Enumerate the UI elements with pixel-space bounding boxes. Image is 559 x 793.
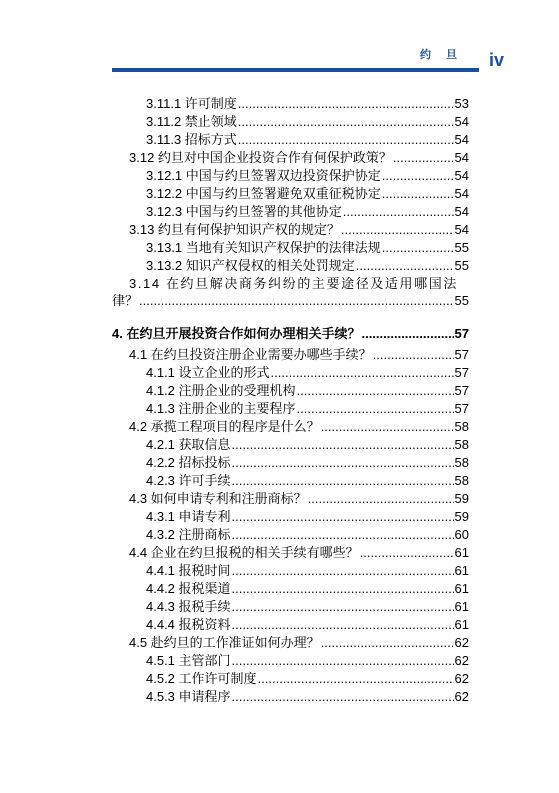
toc-entry[interactable]: [129, 491, 469, 507]
toc-entry-label: 3.13.1 当地有关知识产权保护的法律法规: [146, 240, 381, 255]
dot-leader: [238, 96, 454, 112]
toc-entry-page: 57: [454, 347, 469, 362]
toc-entry-page: 61: [454, 581, 469, 596]
dot-leader: [238, 132, 454, 148]
toc-entry-page: 57: [454, 383, 469, 398]
toc-entry[interactable]: [129, 419, 469, 435]
toc-entry-page: 55: [454, 240, 469, 255]
toc-entry-page: 61: [454, 545, 469, 560]
toc-entry-label: 4.2 承揽工程项目的程序是什么？: [129, 419, 320, 434]
toc-entry-page: 54: [454, 222, 469, 237]
toc-entry-label: 4.4.1 报税时间: [146, 563, 231, 578]
toc-entry-page: 62: [454, 671, 469, 686]
toc-entry-page: 54: [454, 186, 469, 201]
toc-entry[interactable]: [146, 581, 469, 597]
toc-entry-label: 4.4.4 报税资料: [146, 617, 231, 632]
dot-leader: [321, 635, 454, 651]
dot-leader: [232, 599, 454, 615]
toc-entry-label: 3.12.2 中国与约旦签署避免双重征税协定: [146, 186, 381, 201]
toc-entry[interactable]: [129, 347, 469, 363]
toc-entry-page: 57: [454, 326, 469, 341]
toc-entry-label: 3.12 约旦对中国企业投资合作有何保护政策？: [129, 150, 392, 165]
dot-leader: [232, 689, 454, 705]
toc-entry-page: 58: [454, 473, 469, 488]
toc-entry-label: 4.5.1 主管部门: [146, 653, 231, 668]
toc-entry-label: 4.3 如何申请专利和注册商标？: [129, 491, 307, 506]
toc-entry-page: 62: [454, 635, 469, 650]
toc-entry[interactable]: [146, 509, 469, 525]
dot-leader: [271, 365, 454, 381]
toc-entry[interactable]: [146, 114, 469, 130]
toc-entry-label: 3.13 约旦有何保护知识产权的规定？: [129, 222, 340, 237]
dot-leader: [356, 258, 454, 274]
toc-entry[interactable]: [146, 563, 469, 579]
toc-entry[interactable]: [146, 473, 469, 489]
toc-entry[interactable]: [129, 222, 469, 238]
toc-entry-label: 4.1.1 设立企业的形式: [146, 365, 270, 380]
toc-entry[interactable]: [146, 599, 469, 615]
dot-leader: [232, 617, 454, 633]
dot-leader: [139, 293, 454, 309]
toc-entry[interactable]: [146, 401, 469, 417]
dot-leader: [232, 653, 454, 669]
toc-entry-label: 3.14 在约旦解决商务纠纷的主要途径及适用哪国法: [129, 276, 458, 291]
toc-entry[interactable]: [146, 653, 469, 669]
dot-leader: [258, 671, 454, 687]
toc-entry-page: 58: [454, 455, 469, 470]
toc-entry-label: 4.4.2 报税渠道: [146, 581, 231, 596]
toc-entry[interactable]: [146, 96, 469, 112]
dot-leader: [232, 563, 454, 579]
toc-entry[interactable]: [129, 545, 469, 561]
toc-entry-label: 4.2.3 许可手续: [146, 473, 231, 488]
toc-entry[interactable]: [146, 204, 469, 220]
toc-entry-label: 4.2.2 招标投标: [146, 455, 231, 470]
toc-entry-page: 55: [454, 293, 469, 308]
dot-leader: [343, 204, 454, 220]
toc-entry-label: 3.11.1 许可制度: [146, 96, 237, 111]
toc-entry-label: 律？: [112, 293, 139, 308]
dot-leader: [373, 347, 454, 363]
dot-leader: [238, 114, 454, 130]
toc-entry[interactable]: [146, 689, 469, 705]
page-number: iv: [489, 50, 505, 70]
dot-leader: [232, 455, 454, 471]
toc-entry-label: 3.11.3 招标方式: [146, 132, 237, 147]
toc-entry-label: 4.5.3 申请程序: [146, 689, 231, 704]
dot-leader: [393, 150, 454, 166]
dot-leader: [297, 383, 454, 399]
dot-leader: [232, 473, 454, 489]
dot-leader: [360, 545, 454, 561]
toc-entry-label: 3.12.1 中国与约旦签署双边投资保护协定: [146, 168, 381, 183]
toc-entry-label: 4.5.2 工作许可制度: [146, 671, 257, 686]
toc-entry-page: 61: [454, 563, 469, 578]
toc-entry-page: 57: [454, 401, 469, 416]
toc-entry-label: 4.4 企业在约旦报税的相关手续有哪些？: [129, 545, 359, 560]
toc-entry-label: 4.1 在约旦投资注册企业需要办哪些手续？: [129, 347, 372, 362]
toc-entry-page: 59: [454, 491, 469, 506]
header-rule: [112, 68, 479, 72]
header-title: 约 旦: [420, 49, 464, 61]
toc-entry-label: 3.11.2 禁止领域: [146, 114, 237, 129]
toc-entry-label: 3.12.3 中国与约旦签署的其他协定: [146, 204, 342, 219]
toc-entry-page: 61: [454, 617, 469, 632]
toc-entry-label: 4.3.1 申请专利: [146, 509, 231, 524]
toc-entry-page: 54: [454, 132, 469, 147]
dot-leader: [232, 527, 454, 543]
toc-entry-label: 4.4.3 报税手续: [146, 599, 231, 614]
toc-entry-page: 57: [454, 365, 469, 380]
toc-entry[interactable]: [146, 168, 469, 184]
dot-leader: [382, 240, 454, 256]
toc-entry-page: 60: [454, 527, 469, 542]
toc-entry[interactable]: [146, 132, 469, 148]
dot-leader: [308, 491, 454, 507]
toc-entry-page: 54: [454, 114, 469, 129]
toc-entry-page: 53: [454, 96, 469, 111]
dot-leader: [361, 326, 453, 342]
toc-entry-page: 61: [454, 599, 469, 614]
toc-entry[interactable]: [146, 617, 469, 633]
toc-entry-label: 4.1.3 注册企业的主要程序: [146, 401, 296, 416]
dot-leader: [297, 401, 454, 417]
toc-entry-label: 4.1.2 注册企业的受理机构: [146, 383, 296, 398]
toc-entry[interactable]: [146, 258, 469, 274]
toc-entry-page: 54: [454, 168, 469, 183]
toc-entry[interactable]: [146, 186, 469, 202]
dot-leader: [341, 222, 454, 238]
toc-entry[interactable]: [146, 437, 469, 453]
toc-entry-page: 55: [454, 258, 469, 273]
toc-entry-label: 4.2.1 获取信息: [146, 437, 231, 452]
toc-entry-page: 58: [454, 419, 469, 434]
toc-entry[interactable]: [146, 671, 469, 687]
toc-entry[interactable]: [146, 527, 469, 543]
toc-entry[interactable]: [129, 150, 469, 166]
toc-entry-page: 58: [454, 437, 469, 452]
toc-entry-page: 62: [454, 653, 469, 668]
toc-entry-label: 4.5 赴约旦的工作准证如何办理？: [129, 635, 320, 650]
dot-leader: [232, 581, 454, 597]
toc-entry-page: 62: [454, 689, 469, 704]
dot-leader: [232, 509, 454, 525]
toc-entry[interactable]: [146, 455, 469, 471]
toc-entry[interactable]: [129, 635, 469, 651]
dot-leader: [232, 437, 454, 453]
toc-entry-page: 54: [454, 204, 469, 219]
toc-entry-page: 59: [454, 509, 469, 524]
toc-entry-label: 3.13.2 知识产权侵权的相关处罚规定: [146, 258, 355, 273]
toc-entry[interactable]: [146, 240, 469, 256]
dot-leader: [382, 186, 454, 202]
toc-entry-wrapped[interactable]: [129, 276, 469, 292]
toc-entry-label: 4. 在约旦开展投资合作如何办理相关手续？: [112, 326, 361, 341]
toc-entry[interactable]: [146, 383, 469, 399]
toc-entry-label: 4.3.2 注册商标: [146, 527, 231, 542]
toc-entry[interactable]: [146, 365, 469, 381]
toc-entry-page: 54: [454, 150, 469, 165]
dot-leader: [382, 168, 454, 184]
toc-chapter-entry[interactable]: [112, 326, 469, 342]
toc-entry-continuation[interactable]: [112, 293, 469, 309]
dot-leader: [321, 419, 454, 435]
